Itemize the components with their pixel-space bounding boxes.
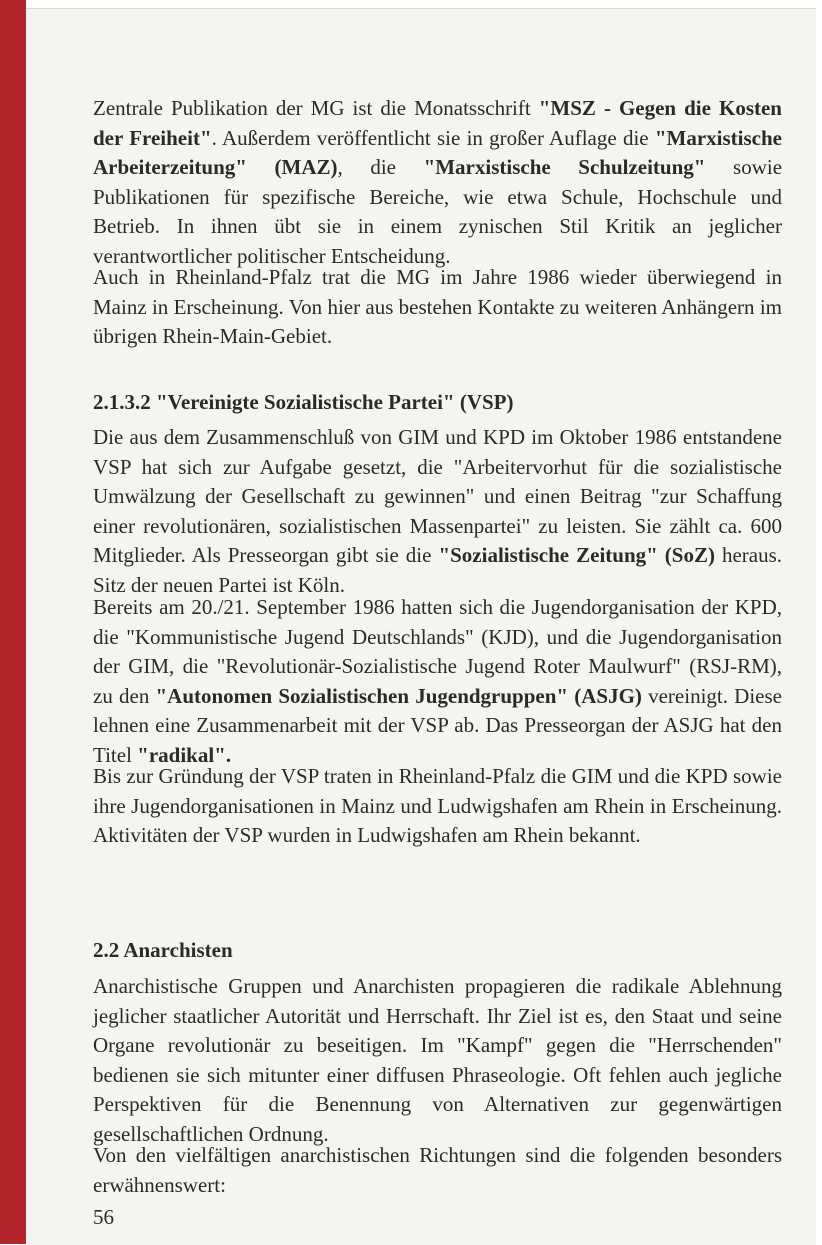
paragraph-vsp xyxy=(93,423,782,600)
emphasized-text: "Autonomen Sozialistischen Jugendgruppen" (ASJG) xyxy=(155,683,642,708)
paragraph-richtungen xyxy=(93,1141,782,1200)
body-text: heraus. Sitz der neuen Partei ist Köln. xyxy=(93,543,783,597)
body-text: , die xyxy=(337,155,424,179)
book-spine-edge xyxy=(0,0,26,1244)
emphasized-text: "radikal". xyxy=(137,742,232,767)
body-text: Auch in Rheinland-Pfalz trat die MG im Jahre 1986 wieder überwiegend in Mainz in Erscheinung. Von hier aus bestehen Kontakte zu weiteren Anhängern im übrigen Rhein-Main-Gebiet. xyxy=(93,265,782,348)
emphasized-text: "Marxistische Arbeiterzeitung" (MAZ) xyxy=(93,125,782,179)
body-text: sowie Publikationen für spezifische Bereiche, wie etwa Schule, Hochschule und Betrieb. In ihnen übt sie in einem zynischen Stil Kritik an jeglicher verantwortlicher politischer Entscheidung. xyxy=(93,155,783,268)
section-heading-vsp: 2.1.3.2 "Vereinigte Sozialistische Partei" (VSP) xyxy=(93,390,514,414)
page-number: 56 xyxy=(93,1205,114,1229)
body-text: Von den vielfältigen anarchistischen Richtungen sind die folgenden besonders erwähnenswert: xyxy=(93,1143,782,1197)
section-heading-anarchisten: 2.2 Anarchisten xyxy=(93,938,233,962)
body-text: . Außerdem veröffentlicht sie in großer Auflage die xyxy=(211,125,655,150)
emphasized-text: "Sozialistische Zeitung" (SoZ) xyxy=(438,543,715,567)
paragraph-gim-kpd xyxy=(93,762,782,851)
body-text: Anarchistische Gruppen und Anarchisten propagieren die radikale Ablehnung jeglicher staatlicher Autorität und Herrschaft. Ihr Ziel ist es, den Staat und seine Organe revolutionär zu beseitigen. Im "Kampf" gegen die "Herrschenden" bedienen sie sich mitunter einer diffusen Phraseologie. Oft fehlen auch jegliche Perspektiven für die Benennung von Alternativen zur gegenwärtigen gesellschaftlichen Ordnung. xyxy=(93,974,782,1146)
paragraph-asjg xyxy=(93,593,782,770)
emphasized-text: "MSZ - Gegen die Kosten der Freiheit" xyxy=(93,96,782,150)
body-text: Bereits am 20./21. September 1986 hatten sich die Jugendorganisation der KPD, die "Kommunistische Jugend Deutschlands" (KJD), und die Jugendorganisation der GIM, die "Revolutionär-Sozialistische Jugend Roter Maulwurf" (RSJ-RM), zu den xyxy=(93,595,782,708)
body-text: Bis zur Gründung der VSP traten in Rheinland-Pfalz die GIM und die KPD sowie ihre Jugendorganisationen in Mainz und Ludwigshafen am Rhein in Erscheinung. Aktivitäten der VSP wurden in Ludwigshafen am Rhein bekannt. xyxy=(93,764,782,847)
body-text: Die aus dem Zusammenschluß von GIM und KPD im Oktober 1986 entstandene VSP hat sich zur Aufgabe gesetzt, die "Arbeitervorhut für die sozialistische Umwälzung der Gesellschaft zu gewinnen" und einen Beitrag "zur Schaffung einer revolutionären, sozialistischen Massenpartei" zu leisten. Sie zählt ca. 600 Mitglieder. Als Presseorgan gibt sie die xyxy=(93,425,782,567)
body-text: vereinigt. Diese lehnen eine Zusammenarbeit mit der VSP ab. Das Presseorgan der ASJG hat den Titel xyxy=(93,683,782,767)
emphasized-text: "Marxistische Schulzeitung" xyxy=(423,155,706,179)
paragraph-mainz xyxy=(93,263,782,352)
paragraph-msz xyxy=(93,94,782,271)
body-text: Zentrale Publikation der MG ist die Monatsschrift xyxy=(93,96,539,120)
paragraph-anarchisten xyxy=(93,972,782,1149)
